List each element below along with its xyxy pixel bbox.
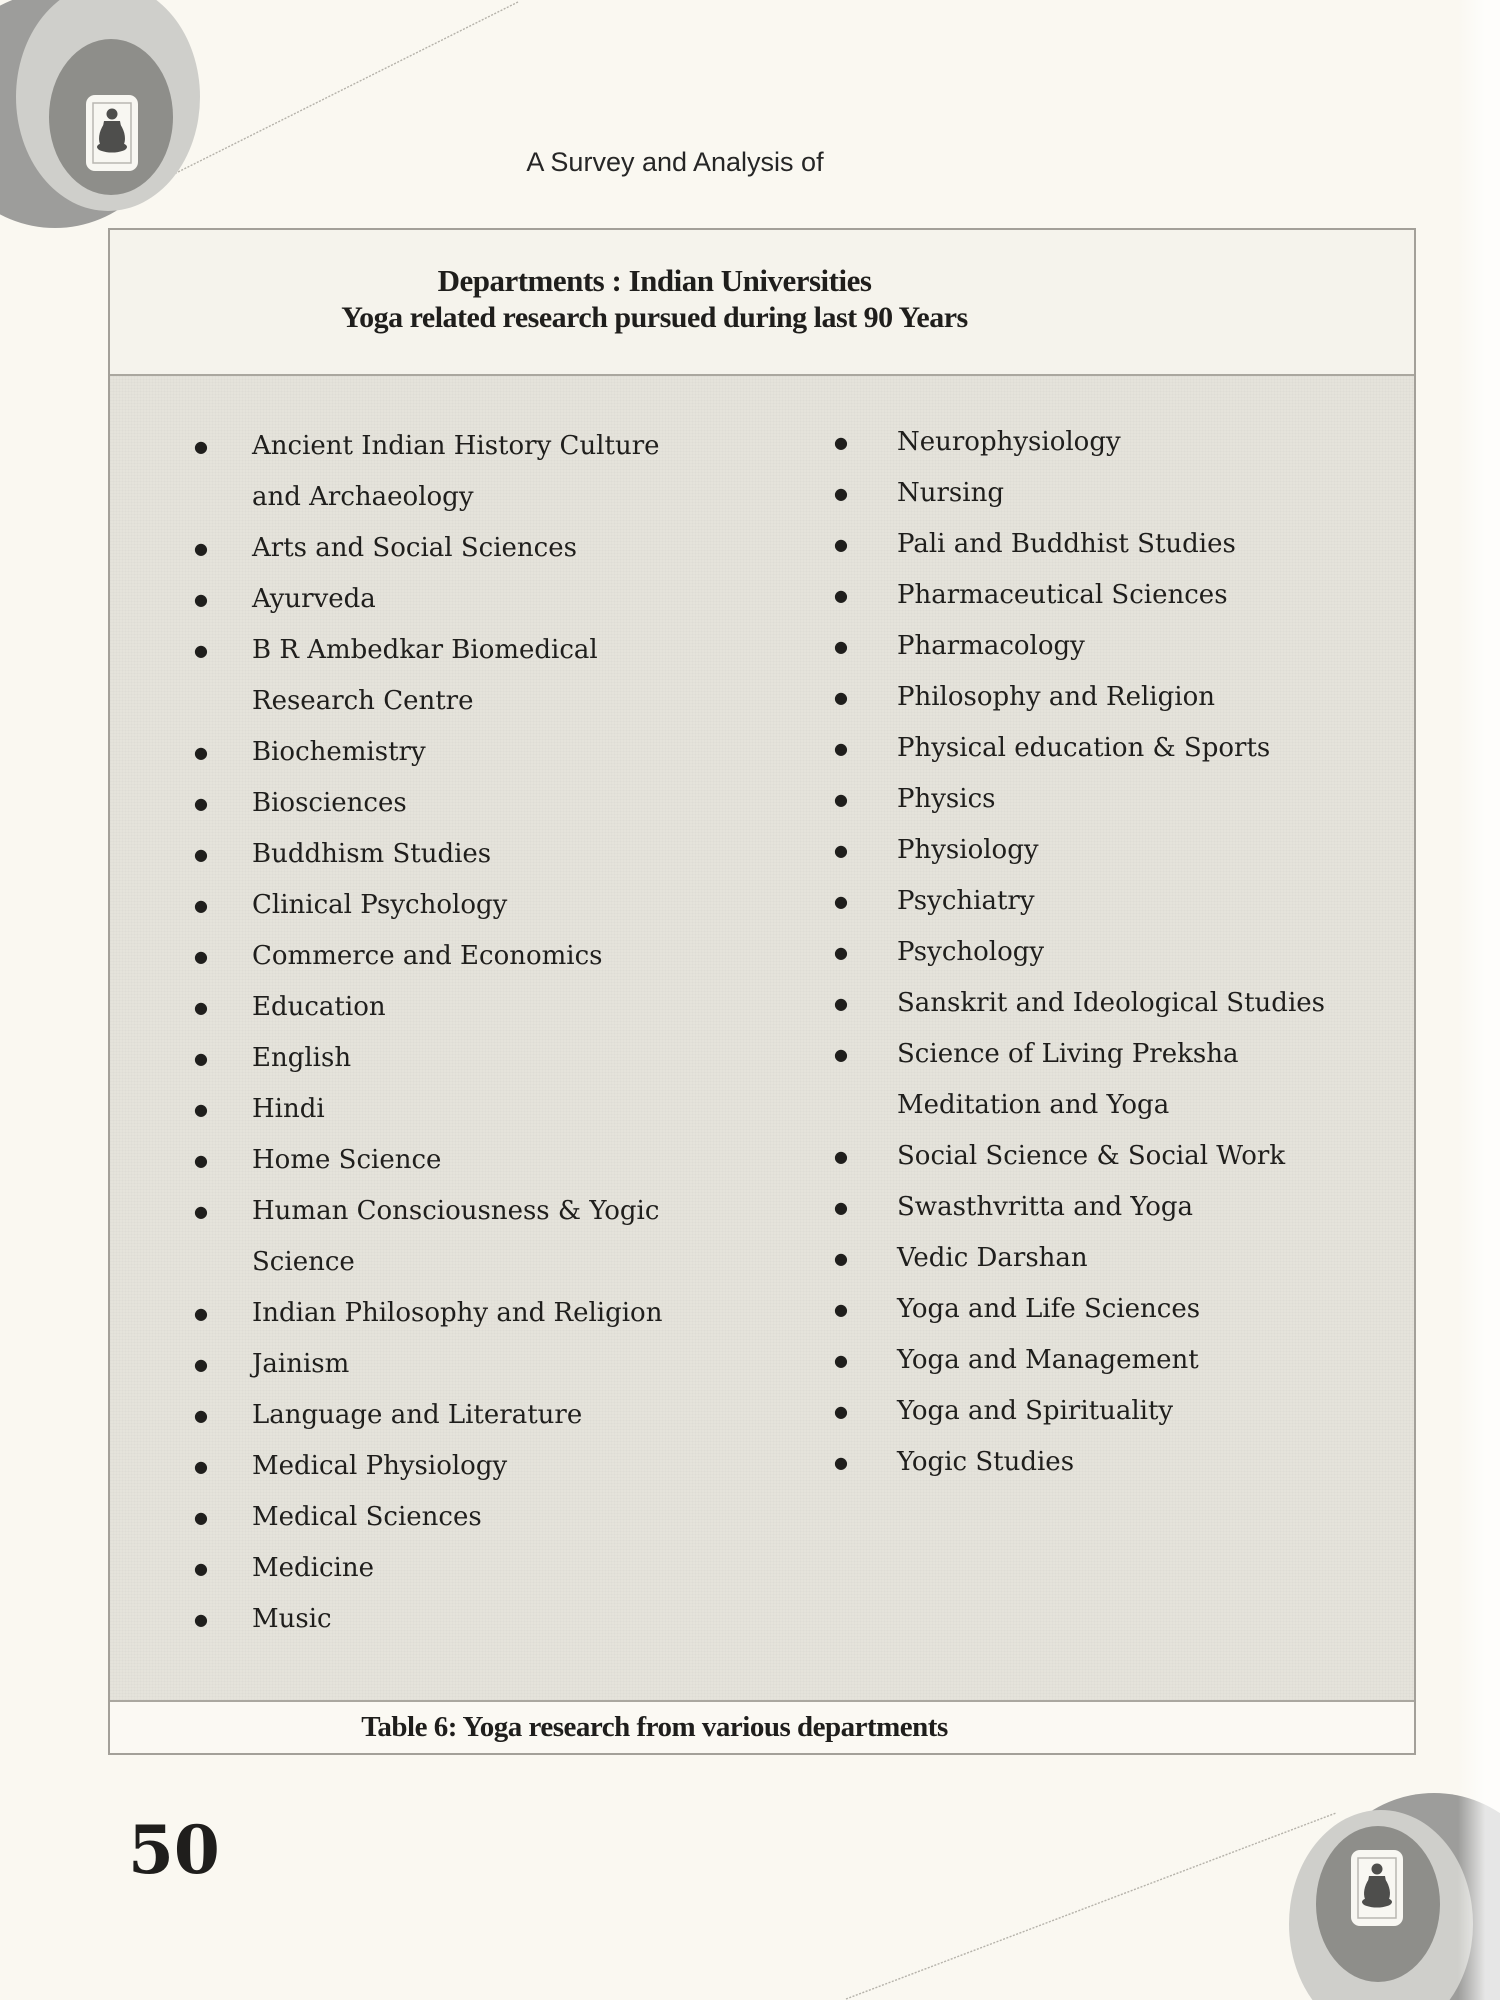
department-item: ● Physical education & Sports: [834, 723, 1325, 774]
department-item: ● Medicine: [194, 1543, 662, 1594]
scan-edge-highlight: [1458, 0, 1500, 2000]
department-item: ● Medical Physiology: [194, 1441, 662, 1492]
table-title-line2: Yoga related research pursued during last 90 Years: [341, 301, 968, 334]
department-item-continuation: Science: [252, 1247, 355, 1277]
department-item: ● Pharmacology: [834, 621, 1325, 672]
department-item-continuation: Research Centre: [252, 686, 474, 716]
department-item-continuation: Meditation and Yoga: [897, 1090, 1170, 1120]
corner-ornament-top-left: [0, 0, 200, 228]
department-item: ● Arts and Social Sciences: [194, 523, 662, 574]
department-item: ● Physics: [834, 774, 1325, 825]
department-item: ● Philosophy and Religion: [834, 672, 1325, 723]
department-item: ● Social Science & Social Work: [834, 1131, 1325, 1182]
department-item: ● Science of Living Preksha: [834, 1029, 1325, 1080]
department-item: ● Medical Sciences: [194, 1492, 662, 1543]
department-item: ● B R Ambedkar Biomedical: [194, 625, 662, 676]
department-item: ● Biosciences: [194, 778, 662, 829]
department-item: ● Psychology: [834, 927, 1325, 978]
departments-table: [108, 228, 1416, 1755]
table-body: [110, 374, 1414, 1700]
department-item: ● Psychiatry: [834, 876, 1325, 927]
department-item: ● Yogic Studies: [834, 1437, 1325, 1488]
department-item: ● Biochemistry: [194, 727, 662, 778]
department-item: ● Education: [194, 982, 662, 1033]
department-item: ● Home Science: [194, 1135, 662, 1186]
department-item: ● Buddhism Studies: [194, 829, 662, 880]
department-item: ● Physiology: [834, 825, 1325, 876]
department-item: ● Jainism: [194, 1339, 662, 1390]
department-item: ● Music: [194, 1594, 662, 1645]
page-number: 50: [128, 1811, 220, 1889]
department-item: ● Clinical Psychology: [194, 880, 662, 931]
department-item: ● Pali and Buddhist Studies: [834, 519, 1325, 570]
department-item: ● Yoga and Management: [834, 1335, 1325, 1386]
department-item: ● English: [194, 1033, 662, 1084]
department-item: ● Commerce and Economics: [194, 931, 662, 982]
department-item: ● Indian Philosophy and Religion: [194, 1288, 662, 1339]
table-title-line1: Departments : Indian Universities: [437, 263, 872, 298]
table-caption-band: [110, 1700, 1414, 1753]
department-item: ● Ayurveda: [194, 574, 662, 625]
department-list-right: [834, 417, 1325, 1488]
department-item: ● Sanskrit and Ideological Studies: [834, 978, 1325, 1029]
department-item: ● Pharmaceutical Sciences: [834, 570, 1325, 621]
department-item: ● Neurophysiology: [834, 417, 1325, 468]
department-item-continuation: and Archaeology: [252, 482, 474, 512]
department-item: ● Language and Literature: [194, 1390, 662, 1441]
department-item: ● Hindi: [194, 1084, 662, 1135]
department-item: ● Yoga and Spirituality: [834, 1386, 1325, 1437]
diagonal-rule-bottom: [846, 1813, 1336, 1999]
department-item: ● Ancient Indian History Culture: [194, 421, 662, 472]
table-caption: Table 6: Yoga research from various departments: [361, 1711, 948, 1743]
running-header: A Survey and Analysis of: [526, 147, 824, 177]
department-item: ● Yoga and Life Sciences: [834, 1284, 1325, 1335]
department-item: ● Vedic Darshan: [834, 1233, 1325, 1284]
department-item: ● Swasthvritta and Yoga: [834, 1182, 1325, 1233]
department-item: ● Human Consciousness & Yogic: [194, 1186, 662, 1237]
department-list-left: [194, 421, 662, 1645]
table-title-band: [110, 230, 1414, 374]
department-item: ● Nursing: [834, 468, 1325, 519]
